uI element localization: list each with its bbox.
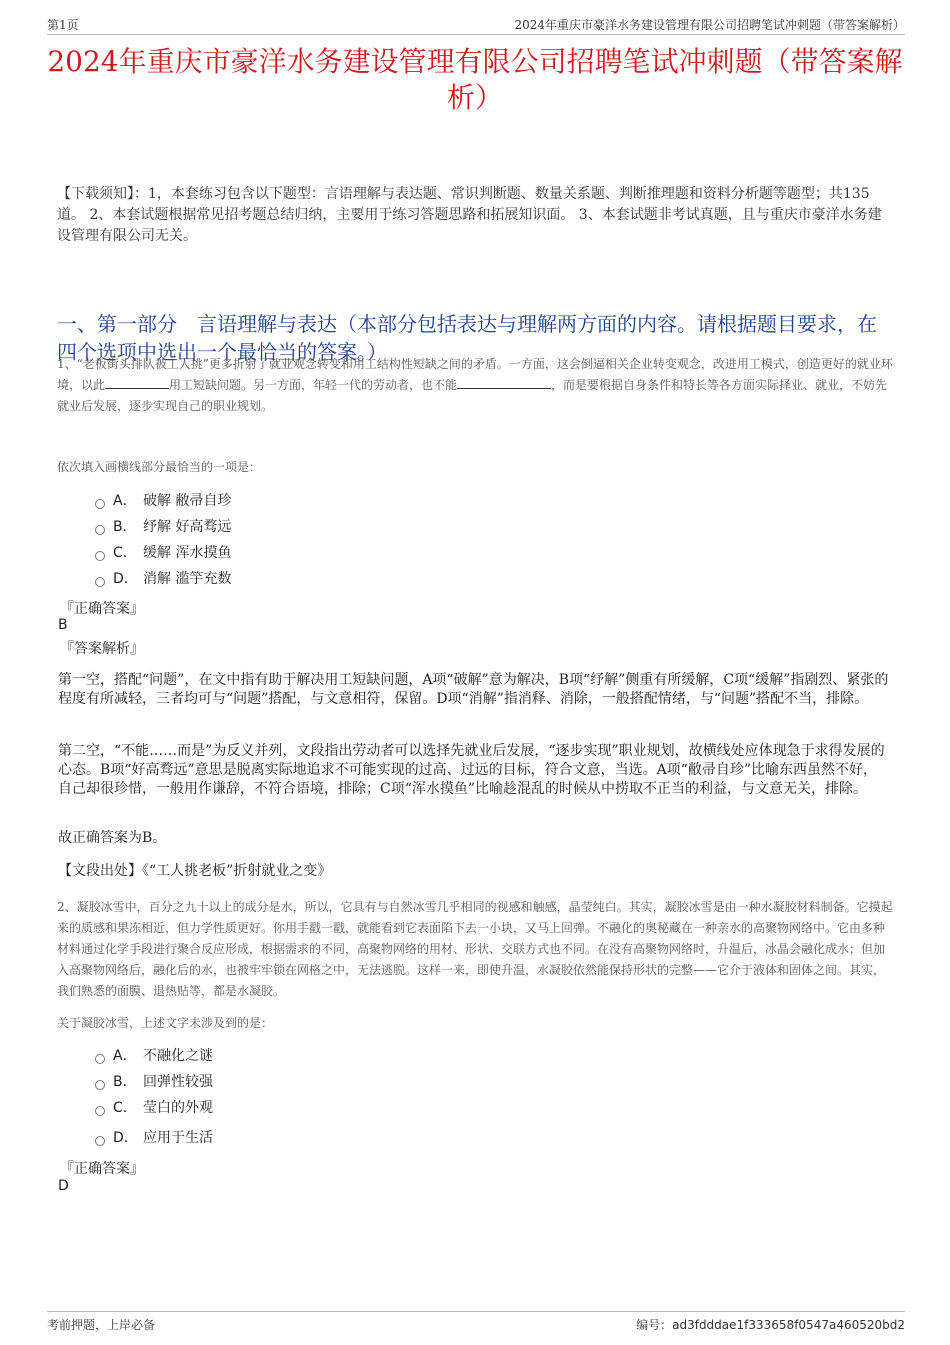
question-1-text-part-b: 用工短缺问题。另一方面，年轻一代的劳动者，也不能 [169,378,458,392]
question-2-text: 2、凝胶冰雪中，百分之九十以上的成分是水，所以，它具有与自然冰雪几乎相同的视感和触感，晶莹纯白。其实，凝胶冰雪是由一种水凝胶材料制备。它摸起来的质感和果冻相近，但力学性质更好。你用手戳一戳，就能看到它表面陷下去一小块，又马上回弹。不融化的奥秘藏在一种亲水的高聚物网络中。它由多种材料通过化学手段进行聚合反应形成，根据需求的不同，高聚物网络的用材、形状、交联方式也不同。在没有高聚物网络时，升温后，冰晶会融化成水；但加入高聚物网络后，融化后的水，也被牢牢锁在网格之中，无法逃脱。这样一来，即使升温，水凝胶依然能保持形状的完整——它介于液体和固体之间。其实，我们熟悉的面膜、退热贴等，都是水凝胶。 [57,900,893,998]
header-doc-name: 2024年重庆市豪洋水务建设管理有限公司招聘笔试冲刺题（带答案解析） [514,18,905,32]
question-2-option-a[interactable]: A． 不融化之谜 [95,1043,213,1069]
footer-code-label: 编号： [636,1318,673,1332]
fill-blank-2 [457,376,551,389]
question-1-option-a[interactable]: A． 破解 敝帚自珍 [95,488,231,514]
question-1-analysis-p2: 第二空，“不能……而是”为反义并列，文段指出劳动者可以选择先就业后发展，“逐步实现”职业规划，故横线处应体现急于求得发展的心态。B项“好高骛远”意思是脱离实际地追求不可能实现的过高、过远的目标，符合文意，当选。A项“敝帚自珍”比喻东西虽然不好，自己却很珍惜，一般用作谦辞，不符合语境，排除；C项“浑水摸鱼”比喻趁混乱的时候从中捞取不正当的利益，与文意无关，排除。 [58,743,885,797]
question-2-prompt: 关于凝胶冰雪，上述文字未涉及到的是： [57,1016,274,1030]
page-header [47,14,905,35]
question-1-options [95,488,231,592]
document-title: 2024年重庆市豪洋水务建设管理有限公司招聘笔试冲刺题（带答案解析） [47,45,903,114]
question-2-answer: D [58,1178,69,1194]
question-1-text [57,354,895,417]
radio-icon[interactable] [95,525,105,535]
page-number: 第1页 [47,18,79,32]
question-1-source: 【文段出处】《“工人挑老板”折射就业之变》 [58,863,332,879]
radio-icon[interactable] [95,1054,105,1064]
question-1-text-part-a: 1、“老板街头排队被工人挑”更多折射了就业观念转变和用工结构性短缺之间的矛盾。一方面，这会倒逼相关企业转变观念，改进用工模式，创造更好的就业环境，以此 [57,357,893,392]
question-2-option-d[interactable]: D． 应用于生活 [95,1125,213,1151]
page-footer [47,1311,905,1334]
radio-icon[interactable] [95,499,105,509]
download-notice: 【下载须知】：1，本套练习包含以下题型：言语理解与表达题、常识判断题、数量关系题、判断推理题和资料分析题等题型；共135道。 2、本套试题根据常见招考题总结归纳，主要用于练习答题思路和拓展知识面。 3、本套试题非考试真题，且与重庆市豪洋水务建设管理有限公司无关。 [57,186,882,244]
question-1-answer-label: 『正确答案』 [60,601,144,617]
question-1-prompt: 依次填入画横线部分最恰当的一项是： [57,460,262,474]
radio-icon[interactable] [95,1106,105,1116]
question-2-options [95,1043,213,1151]
radio-icon[interactable] [95,551,105,561]
radio-icon[interactable] [95,1136,105,1146]
radio-icon[interactable] [95,1080,105,1090]
question-2-answer-label: 『正确答案』 [60,1161,144,1177]
question-2-option-c[interactable]: C． 莹白的外观 [95,1095,213,1121]
question-1-text-part-c: ，而是要根据自身条件和特长等各方面实际择业、就业，不妨先就业后发展，逐步实现自己的职业规划。 [57,378,888,413]
footer-note: 考前押题，上岸必备 [47,1318,156,1332]
question-1-analysis-p1: 第一空，搭配“问题”，在文中指有助于解决用工短缺问题，A项“破解”意为解决，B项“纾解”侧重有所缓解，C项“缓解”指剧烈、紧张的程度有所减轻，三者均可与“问题”搭配，与文意相符，保留。D项“消解”指消释、消除，一般搭配情绪，与“问题”搭配不当，排除。 [58,672,889,707]
question-1-option-d[interactable]: D． 消解 滥竽充数 [95,566,231,592]
question-1-option-b[interactable]: B． 纾解 好高骛远 [95,514,231,540]
question-1-option-c[interactable]: C． 缓解 浑水摸鱼 [95,540,231,566]
fill-blank-1 [105,376,169,389]
footer-code [636,1316,905,1333]
question-1-analysis-label: 『答案解析』 [60,641,144,657]
question-1-answer: B [58,617,68,633]
question-2-option-b[interactable]: B． 回弹性较强 [95,1069,213,1095]
question-1-analysis-conclusion: 故正确答案为B。 [58,830,167,846]
footer-code-value: ad3fdddae1f333658f0547a460520bd2 [672,1318,905,1332]
section-heading: 一、第一部分 言语理解与表达（本部分包括表达与理解两方面的内容。请根据题目要求，在四个选项中选出一个最恰当的答案。） [57,312,877,364]
radio-icon[interactable] [95,577,105,587]
